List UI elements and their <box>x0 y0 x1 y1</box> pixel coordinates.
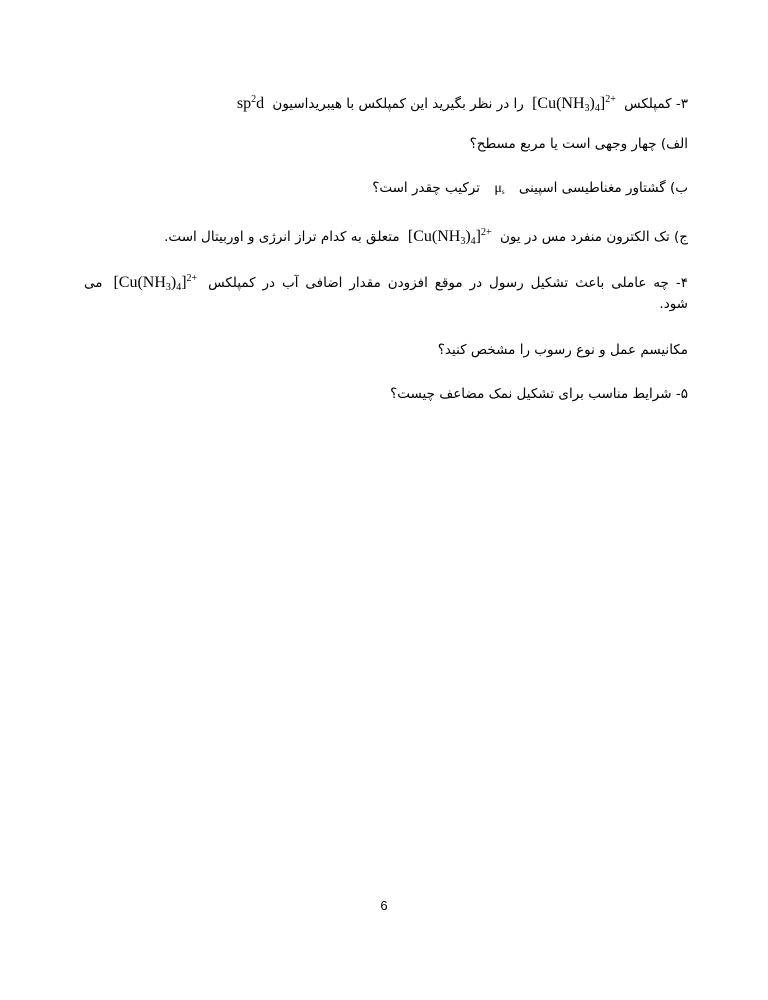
question-3a-line <box>84 134 688 154</box>
q3b-text-start: ب) گشتاور مغناطیسی اسپینی <box>518 180 688 196</box>
q3-hybridization: $sp^2d$ <box>236 94 265 112</box>
q3b-mu-symbol: $\mu_s$ <box>494 181 505 196</box>
q3b-text-end: ترکیب چقدر است؟ <box>372 180 481 196</box>
q4-formula: $[Cu(NH_3)_4]^{2+}$ <box>113 273 198 293</box>
q4-text-end: می <box>84 275 103 291</box>
q3-text-mid: را در نظر بگیرید این کمپلکس با هیبریداسیون <box>272 96 524 112</box>
question-4a-line <box>84 340 688 360</box>
q3c-text-end: متعلق به کدام تراز انرژی و اوربیتال است. <box>164 229 400 245</box>
q3-formula: $[Cu(NH_3)_4]^{2+}$ <box>532 94 616 114</box>
page-number: 6 <box>380 898 388 913</box>
q3a-text: الف) چهار وجهی است یا مربع مسطح؟ <box>469 136 688 152</box>
q3-text-start: ۳- کمپلکس <box>624 96 688 112</box>
q4a-text: مکانیسم عمل و نوع رسوب را مشخص کنید؟ <box>437 342 688 358</box>
question-5-line <box>84 384 688 404</box>
q4-text-start: ۴- چه عاملی باعث تشکیل رسول در موقع افزودن مقدار اضافی آب در کمپلکس <box>208 275 688 291</box>
question-3b-line <box>84 178 688 202</box>
question-3c-line <box>84 223 688 252</box>
q3c-formula: $[Cu(NH_3)_4]^{2+}$ <box>407 227 492 247</box>
question-3-line <box>84 90 688 119</box>
question-4-continuation <box>84 294 688 314</box>
q4-continuation-text: شود. <box>659 296 688 312</box>
q5-text: ۵- شرایط مناسب برای تشکیل نمک مضاعف چیست؟ <box>390 386 688 402</box>
q3c-text-start: ج) تک الکترون منفرد مس در یون <box>499 229 688 245</box>
